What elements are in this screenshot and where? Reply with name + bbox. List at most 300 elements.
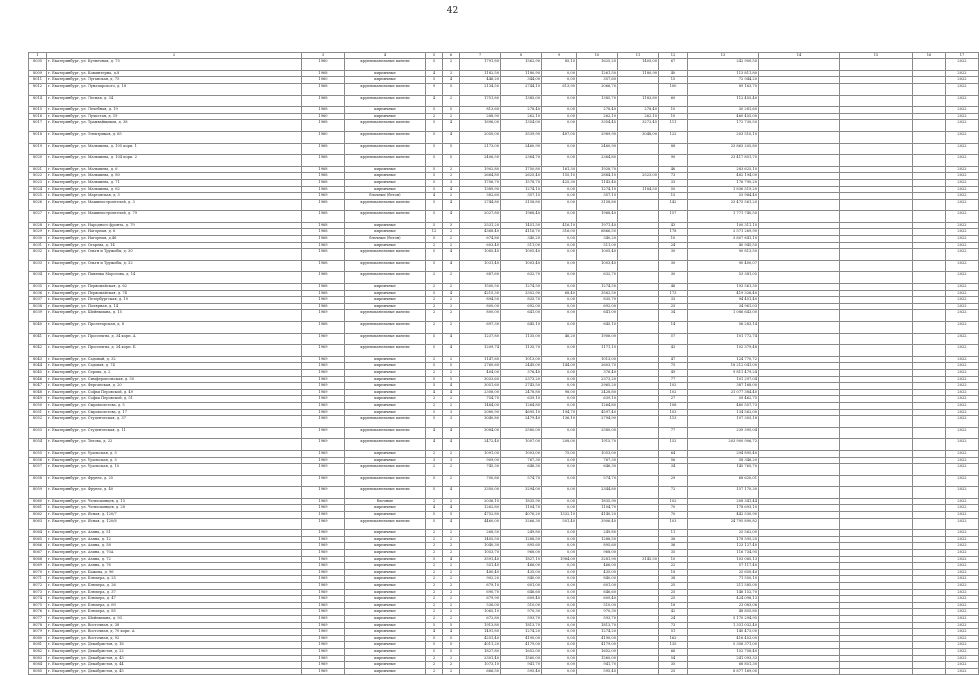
cell-col-2: г. Екатеринбург, ул. Челюскинцев, д. 15 — [47, 498, 302, 505]
empty-cell — [840, 77, 913, 84]
cell-col-10: 2965,20 — [577, 383, 618, 390]
cell-col-13: 208 341,44 — [688, 498, 759, 505]
empty-cell — [913, 107, 946, 114]
empty-cell — [840, 356, 913, 363]
empty-cell — [840, 596, 913, 603]
table-row — [29, 272, 979, 284]
cell-col-8: 2445,00 — [501, 363, 542, 370]
table-row — [29, 615, 979, 622]
empty-cell — [913, 120, 946, 132]
cell-col-7: 2036,10 — [460, 498, 501, 505]
cell-col-17: 2022 — [946, 229, 979, 236]
cell-col-4: кирпичные — [345, 409, 426, 416]
cell-col-3: 1969 — [302, 396, 345, 403]
cell-col-12: 25 — [659, 596, 688, 603]
cell-col-3: 1969 — [302, 583, 345, 590]
cell-col-3: 1968 — [302, 179, 345, 186]
empty-cell — [840, 333, 913, 345]
cell-col-10: 641,00 — [577, 310, 618, 322]
cell-col-13: 56 283,14 — [688, 322, 759, 334]
cell-col-3: 1960 — [302, 77, 345, 84]
cell-col-11 — [618, 464, 659, 476]
cell-col-10: 835,70 — [577, 297, 618, 304]
cell-col-1: 8014 — [29, 95, 47, 107]
cell-col-10: 278,40 — [577, 107, 618, 114]
empty-cell — [759, 242, 840, 249]
cell-col-3: 1969 — [302, 609, 345, 616]
cell-col-1: 8026 — [29, 199, 47, 211]
cell-col-4: крупнопанельные панели — [345, 487, 426, 499]
empty-cell — [840, 107, 913, 114]
cell-col-10: 767,30 — [577, 457, 618, 464]
column-number: 2 — [47, 53, 302, 59]
cell-col-11 — [618, 236, 659, 243]
cell-col-7: 1791,80 — [460, 59, 501, 71]
cell-col-11 — [618, 389, 659, 396]
empty-cell — [840, 576, 913, 583]
cell-col-5: 2 — [426, 402, 443, 409]
cell-col-7: 288,90 — [460, 113, 501, 120]
cell-col-2: г. Екатеринбург, ул. Софьи Перовской, д. 49 — [47, 389, 302, 396]
cell-col-7: 4368,40 — [460, 229, 501, 236]
cell-col-9: 0,00 — [542, 396, 577, 403]
cell-col-8: 1274,50 — [501, 284, 542, 291]
cell-col-12: 113 — [659, 416, 688, 428]
cell-col-6: 4 — [443, 120, 460, 132]
cell-col-3: 1969 — [302, 589, 345, 596]
cell-col-10: 2364,80 — [577, 155, 618, 167]
empty-cell — [759, 303, 840, 310]
cell-col-4: кирпичные — [345, 369, 426, 376]
empty-cell — [913, 576, 946, 583]
table-row — [29, 512, 979, 519]
cell-col-17: 2022 — [946, 622, 979, 629]
table-row — [29, 363, 979, 370]
column-number: 16 — [913, 53, 946, 59]
cell-col-11 — [618, 589, 659, 596]
cell-col-9: 85,10 — [542, 59, 577, 71]
empty-cell — [759, 457, 840, 464]
empty-cell — [759, 563, 840, 570]
cell-col-10: 4140,20 — [577, 512, 618, 519]
cell-col-17: 2022 — [946, 518, 979, 530]
cell-col-10: 2580,00 — [577, 427, 618, 439]
cell-col-13: 59 462,75 — [688, 396, 759, 403]
empty-cell — [840, 629, 913, 636]
cell-col-17: 2022 — [946, 363, 979, 370]
cell-col-3: 1969 — [302, 333, 345, 345]
cell-col-2: г. Екатеринбург, ул. Блюхера, д. 25 — [47, 576, 302, 583]
cell-col-1: 8058 — [29, 475, 47, 487]
cell-col-13: 25 650,40 — [688, 569, 759, 576]
table-row — [29, 120, 979, 132]
cell-col-4: кирпичные — [345, 563, 426, 570]
table-row — [29, 530, 979, 537]
cell-col-6: 2 — [443, 596, 460, 603]
cell-col-13: 482 194,00 — [688, 173, 759, 180]
cell-col-1: 8017 — [29, 120, 47, 132]
cell-col-3: 1969 — [302, 550, 345, 557]
cell-col-3: 1968 — [302, 290, 345, 297]
cell-col-2: г. Екатеринбург, ул. Ольги и Тружобы, д. 30 — [47, 249, 302, 261]
cell-col-13: 242 900,50 — [688, 59, 759, 71]
cell-col-7: 536,00 — [460, 602, 501, 609]
empty-cell — [913, 333, 946, 345]
cell-col-5: 5 — [426, 642, 443, 649]
cell-col-11 — [618, 363, 659, 370]
cell-col-10: 435,00 — [577, 569, 618, 576]
cell-col-4: крупнопанельные панели — [345, 333, 426, 345]
empty-cell — [840, 376, 913, 383]
cell-col-13: 89 163,70 — [688, 83, 759, 95]
table-row — [29, 556, 979, 563]
cell-col-13: 53 381,05 — [688, 272, 759, 284]
cell-col-17: 2022 — [946, 376, 979, 383]
empty-cell — [913, 439, 946, 451]
cell-col-11 — [618, 662, 659, 669]
cell-col-5: 5 — [426, 518, 443, 530]
cell-col-17: 2022 — [946, 487, 979, 499]
cell-col-6: 2 — [443, 498, 460, 505]
cell-col-12: 27 — [659, 396, 688, 403]
cell-col-9: 0,00 — [542, 155, 577, 167]
empty-cell — [913, 596, 946, 603]
table-row — [29, 77, 979, 84]
cell-col-7: 1484,00 — [460, 402, 501, 409]
cell-col-12: 10 — [659, 556, 688, 563]
cell-col-4: кирпичные — [345, 569, 426, 576]
cell-col-13: 40 945,50 — [688, 242, 759, 249]
cell-col-2: г. Екатеринбург, ул. Электриков, д. 65 — [47, 131, 302, 143]
empty-cell — [913, 310, 946, 322]
cell-col-2: г. Екатеринбург, ул. Уральская, д. 5 — [47, 450, 302, 457]
cell-col-17: 2022 — [946, 505, 979, 512]
cell-col-1: 8064 — [29, 530, 47, 537]
empty-cell — [913, 193, 946, 200]
empty-cell — [840, 589, 913, 596]
empty-cell — [913, 173, 946, 180]
cell-col-4: кирпичные — [345, 242, 426, 249]
cell-col-5: 2 — [426, 583, 443, 590]
cell-col-3: 1969 — [302, 242, 345, 249]
table-row — [29, 376, 979, 383]
cell-col-13: 72 944,20 — [688, 77, 759, 84]
cell-col-17: 2022 — [946, 236, 979, 243]
cell-col-1: 8068 — [29, 556, 47, 563]
cell-col-6: 4 — [443, 439, 460, 451]
empty-cell — [759, 648, 840, 655]
cell-col-6: 2 — [443, 609, 460, 616]
empty-cell — [913, 589, 946, 596]
cell-col-11 — [618, 505, 659, 512]
cell-col-17: 2022 — [946, 642, 979, 649]
cell-col-13: 416 453,00 — [688, 635, 759, 642]
cell-col-11 — [618, 211, 659, 223]
cell-col-9: 0,00 — [542, 77, 577, 84]
cell-col-3: 1960 — [302, 113, 345, 120]
cell-col-11 — [618, 487, 659, 499]
cell-col-13: 178 595,20 — [688, 536, 759, 543]
cell-col-11 — [618, 356, 659, 363]
cell-col-12: 11 — [659, 530, 688, 537]
cell-col-10: 1104,70 — [577, 505, 618, 512]
cell-col-8: 376,40 — [501, 369, 542, 376]
cell-col-7: 1706,70 — [460, 179, 501, 186]
cell-col-10: 1915,70 — [577, 439, 618, 451]
cell-col-3: 1969 — [302, 369, 345, 376]
cell-col-8: 1385,00 — [501, 95, 542, 107]
cell-col-13: 30 281,60 — [688, 107, 759, 114]
empty-cell — [840, 498, 913, 505]
cell-col-10: 1013,00 — [577, 356, 618, 363]
cell-col-10: 4179,00 — [577, 642, 618, 649]
empty-cell — [759, 622, 840, 629]
empty-cell — [759, 609, 840, 616]
cell-col-9: 0,00 — [542, 642, 577, 649]
empty-cell — [759, 589, 840, 596]
cell-col-8: 632,70 — [501, 272, 542, 284]
cell-col-4: кирпичные — [345, 655, 426, 662]
empty-cell — [840, 193, 913, 200]
cell-col-2: г. Екатеринбург, ул. Блюхера, д. 47 — [47, 596, 302, 603]
cell-col-1: 8074 — [29, 596, 47, 603]
cell-col-13: 294 895,40 — [688, 450, 759, 457]
cell-col-9: 0,00 — [542, 457, 577, 464]
empty-cell — [759, 450, 840, 457]
cell-col-11 — [618, 77, 659, 84]
cell-col-5: 5 — [426, 211, 443, 223]
cell-col-12: 15 — [659, 193, 688, 200]
cell-col-6: 5 — [443, 648, 460, 655]
cell-col-4: крупнопанельные панели — [345, 143, 426, 155]
cell-col-11 — [618, 648, 659, 655]
table-row — [29, 569, 979, 576]
cell-col-4: кирпичные — [345, 376, 426, 383]
empty-cell — [913, 389, 946, 396]
cell-col-8: 340,20 — [501, 236, 542, 243]
cell-col-5: 5 — [426, 107, 443, 114]
cell-col-5: 5 — [426, 260, 443, 272]
cell-col-9: 194,70 — [542, 409, 577, 416]
cell-col-12: 102 — [659, 498, 688, 505]
cell-col-12: 46 — [659, 166, 688, 173]
empty-cell — [759, 642, 840, 649]
cell-col-6: 4 — [443, 505, 460, 512]
cell-col-12: 77 — [659, 427, 688, 439]
column-number: 11 — [618, 53, 659, 59]
cell-col-13: 193 561,30 — [688, 284, 759, 291]
cell-col-3: 1969 — [302, 416, 345, 428]
cell-col-4: крупнопанельные панели — [345, 475, 426, 487]
cell-col-3: 1969 — [302, 402, 345, 409]
cell-col-5: 12 — [426, 229, 443, 236]
cell-col-13: 152 758,40 — [688, 648, 759, 655]
cell-col-6: 2 — [443, 464, 460, 476]
cell-col-17: 2022 — [946, 475, 979, 487]
cell-col-9: 0,00 — [542, 536, 577, 543]
empty-cell — [913, 512, 946, 519]
table-row — [29, 131, 979, 143]
empty-cell — [759, 505, 840, 512]
cell-col-7: 1182,50 — [460, 70, 501, 77]
cell-col-10: 3158,80 — [577, 199, 618, 211]
cell-col-12: 40 — [659, 70, 688, 77]
cell-col-6: 2 — [443, 236, 460, 243]
empty-cell — [840, 369, 913, 376]
cell-col-17: 2022 — [946, 284, 979, 291]
cell-col-13: 442 530,90 — [688, 512, 759, 519]
empty-cell — [759, 536, 840, 543]
table-row — [29, 457, 979, 464]
empty-cell — [913, 242, 946, 249]
cell-col-12: 47 — [659, 356, 688, 363]
empty-cell — [759, 416, 840, 428]
cell-col-13: 1 836 519,20 — [688, 186, 759, 193]
cell-col-6: 2 — [443, 655, 460, 662]
cell-col-7: 894,50 — [460, 297, 501, 304]
table-row — [29, 576, 979, 583]
cell-col-12: 25 — [659, 589, 688, 596]
cell-col-7: 754,70 — [460, 396, 501, 403]
empty-cell — [913, 322, 946, 334]
cell-col-2: г. Екатеринбург, ул. Титова, д. 22 — [47, 439, 302, 451]
empty-cell — [840, 242, 913, 249]
cell-col-9: 416,10 — [542, 222, 577, 229]
cell-col-1: 8039 — [29, 310, 47, 322]
cell-col-6: 4 — [443, 260, 460, 272]
cell-col-5: 5 — [426, 186, 443, 193]
cell-col-6: 2 — [443, 536, 460, 543]
cell-col-17: 2022 — [946, 602, 979, 609]
cell-col-12: 72 — [659, 487, 688, 499]
cell-col-5: 2 — [426, 563, 443, 570]
cell-col-1: 8079 — [29, 629, 47, 636]
cell-col-8: 2580,00 — [501, 427, 542, 439]
cell-col-12: 30 — [659, 260, 688, 272]
cell-col-3: 1968 — [302, 284, 345, 291]
empty-cell — [840, 583, 913, 590]
cell-col-5: 2 — [426, 602, 443, 609]
empty-cell — [759, 369, 840, 376]
cell-col-8: 840,00 — [501, 576, 542, 583]
cell-col-8: 609,40 — [501, 596, 542, 603]
cell-col-10: 1625,20 — [577, 59, 618, 71]
empty-cell — [840, 290, 913, 297]
cell-col-3: 1969 — [302, 475, 345, 487]
empty-cell — [913, 356, 946, 363]
cell-col-4: кирпичные — [345, 576, 426, 583]
cell-col-12: 75 — [659, 363, 688, 370]
cell-col-11: 3145,50 — [618, 556, 659, 563]
cell-col-12: 46 — [659, 284, 688, 291]
cell-col-3: 1968 — [302, 83, 345, 95]
empty-cell — [840, 439, 913, 451]
cell-col-8: 2479,40 — [501, 416, 542, 428]
cell-col-6: 2 — [443, 668, 460, 675]
cell-col-3: 1968 — [302, 272, 345, 284]
cell-col-12: 36 — [659, 543, 688, 550]
cell-col-5: 4 — [426, 70, 443, 77]
cell-col-3: 1969 — [302, 498, 345, 505]
empty-cell — [759, 193, 840, 200]
cell-col-8: 1578,70 — [501, 179, 542, 186]
empty-cell — [759, 113, 840, 120]
cell-col-12: 33 — [659, 297, 688, 304]
cell-col-9: 0,00 — [542, 662, 577, 669]
cell-col-4: кирпичные — [345, 530, 426, 537]
cell-col-9: 316,00 — [542, 229, 577, 236]
cell-col-9: 208,00 — [542, 439, 577, 451]
cell-col-10: 1968,40 — [577, 211, 618, 223]
cell-col-10: 1143,40 — [577, 179, 618, 186]
cell-col-3: 1968 — [302, 120, 345, 132]
cell-col-10: 1971,40 — [577, 222, 618, 229]
cell-col-2: г. Екатеринбург, ул. Садовый, д. 32 — [47, 356, 302, 363]
table-row — [29, 83, 979, 95]
cell-col-3: 1969 — [302, 383, 345, 390]
cell-col-4: кирпичные — [345, 457, 426, 464]
table-row — [29, 475, 979, 487]
table-row — [29, 173, 979, 180]
cell-col-1: 8034 — [29, 272, 47, 284]
empty-cell — [759, 229, 840, 236]
cell-col-7: 2027,80 — [460, 211, 501, 223]
empty-cell — [913, 543, 946, 550]
cell-col-8: 835,70 — [501, 297, 542, 304]
cell-col-13: 68 851,30 — [688, 662, 759, 669]
cell-col-8: 3158,80 — [501, 199, 542, 211]
cell-col-9: 613,90 — [542, 83, 577, 95]
cell-col-2: г. Екатеринбург, ул. Серова, д. 2 — [47, 369, 302, 376]
cell-col-10: 262,10 — [577, 113, 618, 120]
cell-col-10: 357,10 — [577, 193, 618, 200]
column-number: 8 — [501, 53, 542, 59]
empty-cell — [913, 70, 946, 77]
cell-col-2: г. Екатеринбург, ул. Фрунзе, д. 25 — [47, 475, 302, 487]
empty-cell — [840, 113, 913, 120]
cell-col-1: 8070 — [29, 569, 47, 576]
cell-col-8: 1562,90 — [501, 59, 542, 71]
table-row — [29, 642, 979, 649]
cell-col-11: 3048,00 — [618, 131, 659, 143]
cell-col-4: кирпичные — [345, 402, 426, 409]
cell-col-11 — [618, 333, 659, 345]
cell-col-17: 2022 — [946, 242, 979, 249]
empty-cell — [759, 518, 840, 530]
cell-col-2: г. Екатеринбург, ул. Народного фронта, д. 79 — [47, 222, 302, 229]
cell-col-2: г. Екатеринбург, ул. Малышева, д. 71 — [47, 179, 302, 186]
cell-col-3: 1969 — [302, 505, 345, 512]
cell-col-10: 1928,70 — [577, 166, 618, 173]
cell-col-6: 2 — [443, 59, 460, 71]
column-number: 12 — [659, 53, 688, 59]
empty-cell — [913, 629, 946, 636]
cell-col-13: 419 326,40 — [688, 290, 759, 297]
cell-col-8: 2373,20 — [501, 376, 542, 383]
cell-col-1: 8023 — [29, 179, 47, 186]
cell-col-11 — [618, 550, 659, 557]
cell-col-17: 2022 — [946, 107, 979, 114]
cell-col-4: кирпичные — [345, 583, 426, 590]
cell-col-12: 14 — [659, 322, 688, 334]
cell-col-9: 0,00 — [542, 589, 577, 596]
cell-col-5: 5 — [426, 363, 443, 370]
table-row — [29, 179, 979, 186]
cell-col-6: 4 — [443, 199, 460, 211]
empty-cell — [759, 487, 840, 499]
cell-col-2: г. Екатеринбург, ул. Азина, д. 12 — [47, 536, 302, 543]
cell-col-1: 8052 — [29, 416, 47, 428]
